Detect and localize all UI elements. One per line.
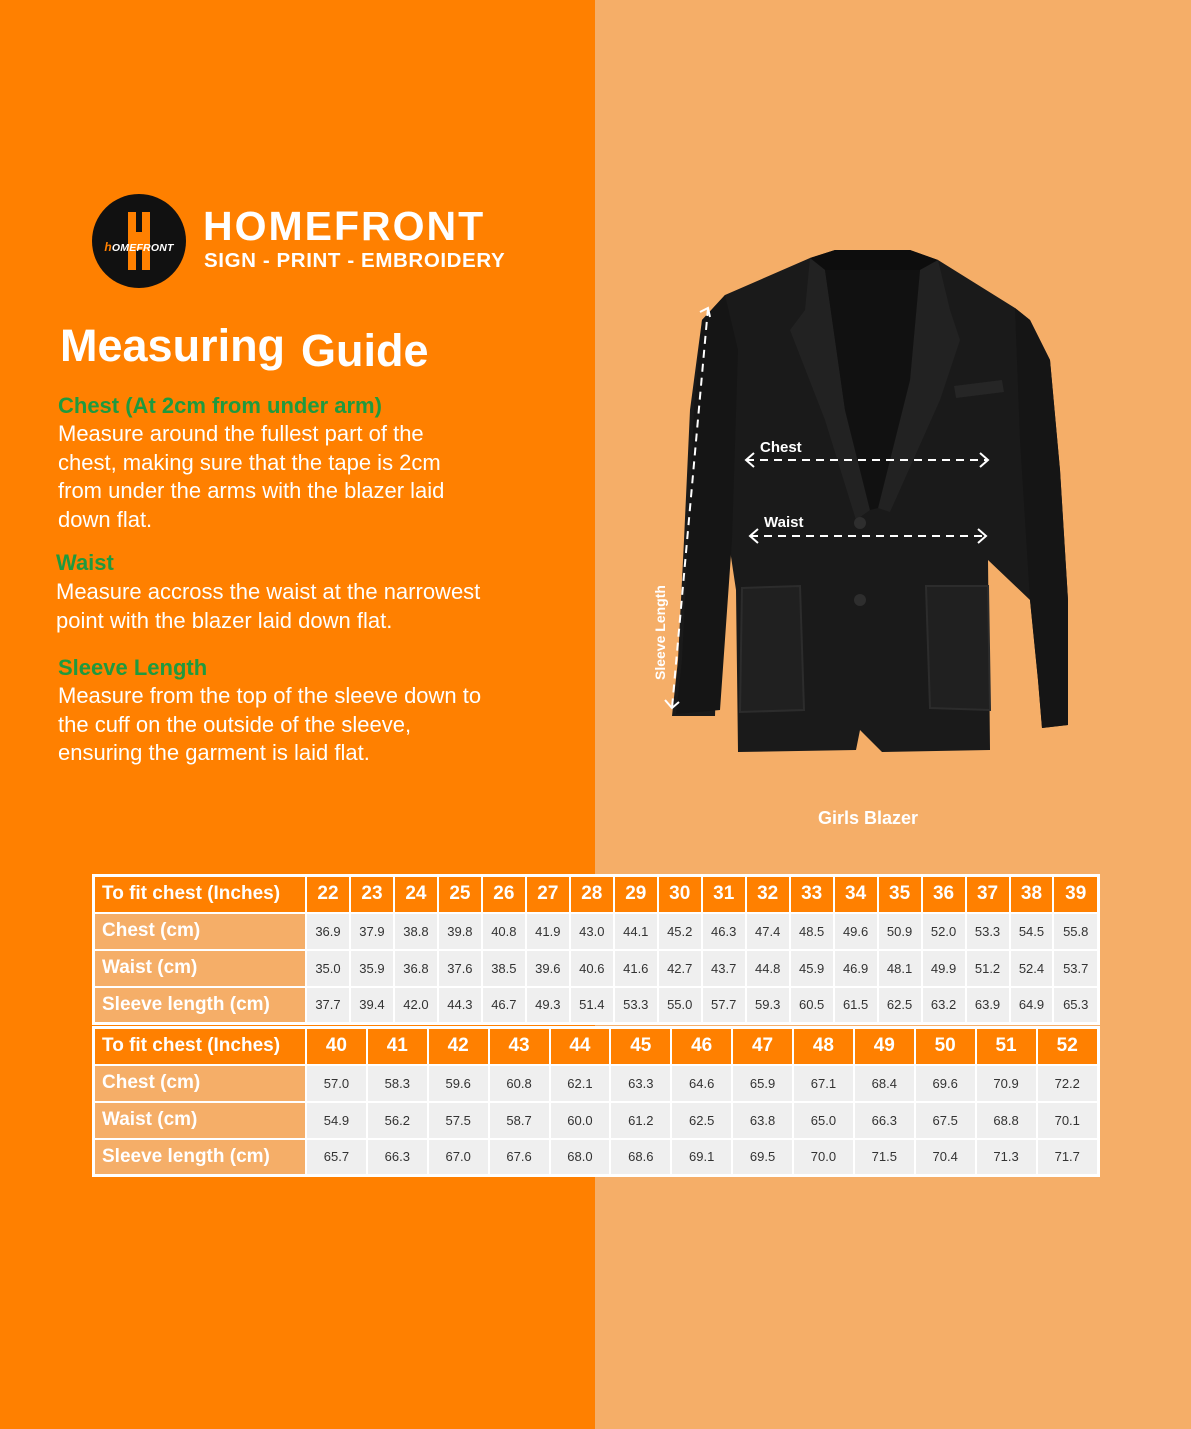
row-label: Waist (cm) [94, 950, 307, 987]
table-cell: 71.5 [854, 1139, 915, 1176]
size-header-cell: 33 [790, 876, 834, 913]
size-header-cell: 27 [526, 876, 570, 913]
size-header-cell: 30 [658, 876, 702, 913]
blazer-right-pocket [926, 586, 990, 710]
table-cell: 67.1 [793, 1065, 854, 1102]
table-cell: 60.8 [489, 1065, 550, 1102]
table-cell: 65.7 [306, 1139, 367, 1176]
table-cell: 70.0 [793, 1139, 854, 1176]
table-cell: 39.4 [350, 987, 394, 1024]
blazer-caption: Girls Blazer [817, 808, 919, 828]
table-cell: 62.5 [878, 987, 922, 1024]
chest-description [58, 420, 538, 534]
brand-tagline: SIGN - PRINT - EMBROIDERY [204, 249, 506, 272]
table-cell: 67.6 [489, 1139, 550, 1176]
table-row [94, 913, 1099, 950]
size-header-cell: 34 [834, 876, 878, 913]
homefront-logo-badge [92, 194, 186, 288]
table-cell: 65.0 [793, 1102, 854, 1139]
table-cell: 57.7 [702, 987, 746, 1024]
table-cell: 60.5 [790, 987, 834, 1024]
waist-description [56, 578, 576, 635]
chest-line: Measure around the fullest part of the [58, 421, 424, 446]
table-cell: 46.7 [482, 987, 526, 1024]
row-label: Waist (cm) [94, 1102, 307, 1139]
size-header-cell: 37 [966, 876, 1010, 913]
waist-line: point with the blazer laid down flat. [56, 607, 393, 633]
table-cell: 46.9 [834, 950, 878, 987]
table-row [94, 1102, 1099, 1139]
table-cell: 57.5 [428, 1102, 489, 1139]
table-cell: 72.2 [1037, 1065, 1099, 1102]
table-cell: 62.1 [550, 1065, 611, 1102]
table-cell: 65.3 [1053, 987, 1098, 1024]
table-cell: 54.9 [306, 1102, 367, 1139]
table-cell: 65.9 [732, 1065, 793, 1102]
table-cell: 53.3 [614, 987, 658, 1024]
blazer-left-pocket [740, 586, 804, 712]
table-cell: 41.9 [526, 913, 570, 950]
brand-name: HOMEFRONT [203, 203, 486, 249]
table-cell: 58.7 [489, 1102, 550, 1139]
table-cell: 43.7 [702, 950, 746, 987]
table-cell: 63.8 [732, 1102, 793, 1139]
table-cell: 44.8 [746, 950, 790, 987]
sleeve-label: Sleeve Length [652, 585, 668, 680]
table-cell: 64.6 [671, 1065, 732, 1102]
blazer-button [854, 594, 866, 606]
table-cell: 55.0 [658, 987, 702, 1024]
waist-line: Measure accross the waist at the narrowest [56, 579, 481, 604]
table-cell: 62.5 [671, 1102, 732, 1139]
table-cell: 47.4 [746, 913, 790, 950]
table-cell: 54.5 [1010, 913, 1054, 950]
table-cell: 37.6 [438, 950, 482, 987]
row-label: Chest (cm) [94, 913, 307, 950]
waist-label: Waist [764, 514, 804, 531]
table-cell: 55.8 [1053, 913, 1098, 950]
size-header-cell: 46 [671, 1028, 732, 1065]
table-cell: 61.2 [610, 1102, 671, 1139]
table-cell: 59.6 [428, 1065, 489, 1102]
blazer-collar [810, 250, 938, 270]
table-cell: 69.6 [915, 1065, 976, 1102]
sleeve-line: ensuring the garment is laid flat. [58, 740, 370, 765]
table-cell: 35.0 [306, 950, 350, 987]
table-cell: 59.3 [746, 987, 790, 1024]
table-cell: 39.8 [438, 913, 482, 950]
size-header-cell: 49 [854, 1028, 915, 1065]
table-row [94, 1065, 1099, 1102]
row-label: Chest (cm) [94, 1065, 307, 1102]
title-word-1: Measuring [60, 320, 286, 371]
table-cell: 68.4 [854, 1065, 915, 1102]
table-cell: 48.1 [878, 950, 922, 987]
table-cell: 70.4 [915, 1139, 976, 1176]
table-cell: 50.9 [878, 913, 922, 950]
table-cell: 40.8 [482, 913, 526, 950]
size-header-cell: 51 [976, 1028, 1037, 1065]
table-cell: 68.0 [550, 1139, 611, 1176]
row-label: Sleeve length (cm) [94, 1139, 307, 1176]
size-header-cell: 31 [702, 876, 746, 913]
size-header-cell: 28 [570, 876, 614, 913]
sleeve-description [58, 682, 578, 768]
chest-label: Chest [760, 439, 802, 456]
table-header-row [94, 1028, 1099, 1065]
blazer-left-sleeve [676, 295, 738, 714]
size-header-cell: 44 [550, 1028, 611, 1065]
waist-heading: Waist [56, 550, 114, 575]
table-cell: 71.7 [1037, 1139, 1099, 1176]
table-row [94, 950, 1099, 987]
sleeve-line: Measure from the top of the sleeve down to [58, 683, 482, 708]
table-cell: 46.3 [702, 913, 746, 950]
size-header-cell: 42 [428, 1028, 489, 1065]
table-cell: 36.9 [306, 913, 350, 950]
table-cell: 70.9 [976, 1065, 1037, 1102]
table-cell: 56.2 [367, 1102, 428, 1139]
size-header-cell: 40 [306, 1028, 367, 1065]
table-cell: 66.3 [854, 1102, 915, 1139]
table-cell: 63.2 [922, 987, 966, 1024]
table-cell: 44.1 [614, 913, 658, 950]
table-cell: 53.3 [966, 913, 1010, 950]
table-cell: 53.7 [1053, 950, 1098, 987]
size-header-cell: 41 [367, 1028, 428, 1065]
table-cell: 49.3 [526, 987, 570, 1024]
table-cell: 38.8 [394, 913, 438, 950]
table-cell: 49.9 [922, 950, 966, 987]
table-header-label: To fit chest (Inches) [94, 876, 307, 913]
table-cell: 48.5 [790, 913, 834, 950]
chest-line: from under the arms with the blazer laid [58, 478, 445, 503]
size-header-cell: 47 [732, 1028, 793, 1065]
size-header-cell: 45 [610, 1028, 671, 1065]
table-cell: 41.6 [614, 950, 658, 987]
size-header-cell: 29 [614, 876, 658, 913]
blazer-diagram [620, 240, 1100, 770]
table-cell: 68.6 [610, 1139, 671, 1176]
table-cell: 58.3 [367, 1065, 428, 1102]
table-cell: 42.0 [394, 987, 438, 1024]
table-cell: 39.6 [526, 950, 570, 987]
table-cell: 67.5 [915, 1102, 976, 1139]
sleeve-heading: Sleeve Length [58, 655, 208, 680]
table-cell: 69.1 [671, 1139, 732, 1176]
chest-heading: Chest (At 2cm from under arm) [58, 393, 382, 418]
size-header-cell: 22 [306, 876, 350, 913]
table-cell: 42.7 [658, 950, 702, 987]
table-cell: 52.0 [922, 913, 966, 950]
table-header-label: To fit chest (Inches) [94, 1028, 307, 1065]
size-header-cell: 43 [489, 1028, 550, 1065]
table-cell: 70.1 [1037, 1102, 1099, 1139]
blazer-button [854, 517, 866, 529]
table-cell: 37.9 [350, 913, 394, 950]
size-header-cell: 35 [878, 876, 922, 913]
size-header-cell: 36 [922, 876, 966, 913]
table-cell: 69.5 [732, 1139, 793, 1176]
page-title [60, 320, 429, 376]
table-cell: 63.9 [966, 987, 1010, 1024]
table-cell: 61.5 [834, 987, 878, 1024]
table-cell: 68.8 [976, 1102, 1037, 1139]
size-header-cell: 23 [350, 876, 394, 913]
table-cell: 63.3 [610, 1065, 671, 1102]
table-header-row [94, 876, 1099, 913]
table-cell: 38.5 [482, 950, 526, 987]
table-row [94, 1139, 1099, 1176]
size-table-1 [92, 874, 1100, 1025]
size-header-cell: 52 [1037, 1028, 1099, 1065]
size-header-cell: 38 [1010, 876, 1054, 913]
size-header-cell: 26 [482, 876, 526, 913]
size-header-cell: 39 [1053, 876, 1098, 913]
table-cell: 67.0 [428, 1139, 489, 1176]
table-cell: 64.9 [1010, 987, 1054, 1024]
size-table-2 [92, 1026, 1100, 1177]
table-cell: 36.8 [394, 950, 438, 987]
row-label: Sleeve length (cm) [94, 987, 307, 1024]
chest-line: chest, making sure that the tape is 2cm [58, 449, 441, 475]
size-header-cell: 48 [793, 1028, 854, 1065]
table-cell: 49.6 [834, 913, 878, 950]
table-cell: 45.2 [658, 913, 702, 950]
chest-line: down flat. [58, 506, 153, 532]
table-cell: 40.6 [570, 950, 614, 987]
table-cell: 45.9 [790, 950, 834, 987]
table-row [94, 987, 1099, 1024]
table-cell: 43.0 [570, 913, 614, 950]
table-cell: 60.0 [550, 1102, 611, 1139]
badge-wordmark: hOMEFRONT [104, 240, 174, 254]
size-header-cell: 32 [746, 876, 790, 913]
sleeve-line: the cuff on the outside of the sleeve, [58, 711, 412, 737]
size-header-cell: 24 [394, 876, 438, 913]
table-cell: 37.7 [306, 987, 350, 1024]
table-cell: 51.2 [966, 950, 1010, 987]
table-cell: 52.4 [1010, 950, 1054, 987]
size-header-cell: 50 [915, 1028, 976, 1065]
size-header-cell: 25 [438, 876, 482, 913]
table-cell: 66.3 [367, 1139, 428, 1176]
table-cell: 51.4 [570, 987, 614, 1024]
table-cell: 57.0 [306, 1065, 367, 1102]
table-cell: 71.3 [976, 1139, 1037, 1176]
table-cell: 44.3 [438, 987, 482, 1024]
table-cell: 35.9 [350, 950, 394, 987]
title-word-2: Guide [301, 325, 429, 376]
